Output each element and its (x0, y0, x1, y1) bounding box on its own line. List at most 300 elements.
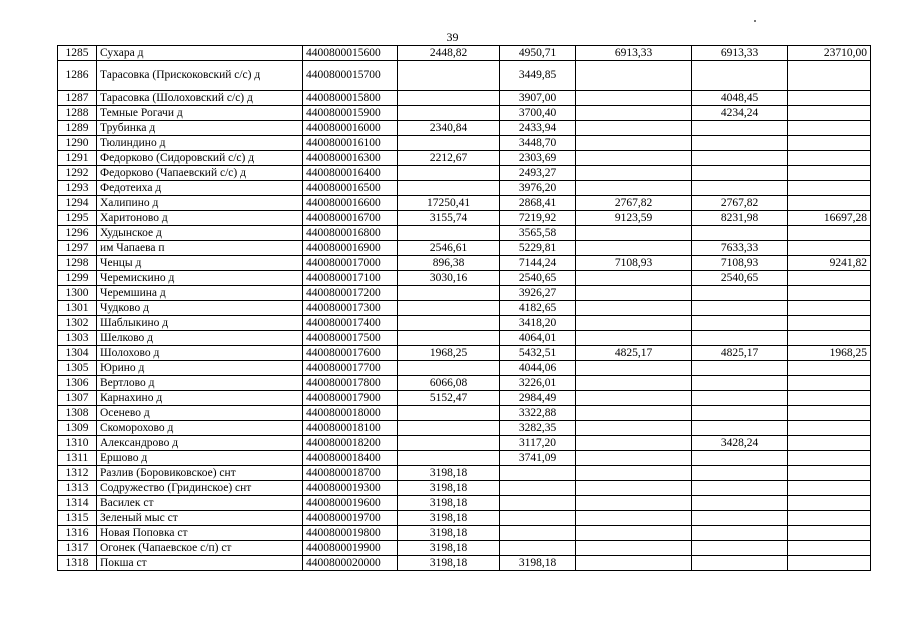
row-number-cell: 1293 (58, 181, 97, 196)
settlement-name-cell: Чудково д (97, 301, 303, 316)
value-4-cell (692, 421, 788, 436)
row-number-cell: 1297 (58, 241, 97, 256)
settlement-code-cell: 4400800018100 (303, 421, 398, 436)
settlement-code-cell: 4400800019700 (303, 511, 398, 526)
row-number-cell: 1287 (58, 91, 97, 106)
settlement-code-cell: 4400800018000 (303, 406, 398, 421)
row-number-cell: 1296 (58, 226, 97, 241)
table-row (58, 121, 871, 136)
value-4-cell (692, 61, 788, 91)
value-5-cell (788, 466, 871, 481)
value-2-cell (500, 541, 576, 556)
settlement-value-table (57, 45, 871, 571)
value-3-cell (576, 406, 692, 421)
value-4-cell (692, 541, 788, 556)
value-4-cell: 7108,93 (692, 256, 788, 271)
settlement-code-cell: 4400800019300 (303, 481, 398, 496)
value-1-cell (398, 286, 500, 301)
row-number-cell: 1285 (58, 46, 97, 61)
value-3-cell: 6913,33 (576, 46, 692, 61)
table-row (58, 511, 871, 526)
value-2-cell: 3907,00 (500, 91, 576, 106)
settlement-name-cell: Сухара д (97, 46, 303, 61)
row-number-cell: 1305 (58, 361, 97, 376)
value-2-cell: 2984,49 (500, 391, 576, 406)
value-4-cell (692, 406, 788, 421)
settlement-code-cell: 4400800017700 (303, 361, 398, 376)
settlement-code-cell: 4400800016800 (303, 226, 398, 241)
row-number-cell: 1294 (58, 196, 97, 211)
settlement-name-cell: Зеленый мыс ст (97, 511, 303, 526)
row-number-cell: 1295 (58, 211, 97, 226)
value-4-cell: 6913,33 (692, 46, 788, 61)
row-number-cell: 1286 (58, 61, 97, 91)
value-3-cell (576, 121, 692, 136)
row-number-cell: 1314 (58, 496, 97, 511)
value-4-cell: 8231,98 (692, 211, 788, 226)
value-4-cell: 4234,24 (692, 106, 788, 121)
settlement-name-cell: Ченцы д (97, 256, 303, 271)
settlement-code-cell: 4400800017800 (303, 376, 398, 391)
value-1-cell: 3198,18 (398, 541, 500, 556)
value-2-cell: 4044,06 (500, 361, 576, 376)
value-2-cell (500, 526, 576, 541)
row-number-cell: 1316 (58, 526, 97, 541)
value-4-cell (692, 361, 788, 376)
value-4-cell: 2540,65 (692, 271, 788, 286)
settlement-code-cell: 4400800018200 (303, 436, 398, 451)
table-row (58, 181, 871, 196)
settlement-name-cell: Халипино д (97, 196, 303, 211)
value-3-cell (576, 316, 692, 331)
value-5-cell: 1968,25 (788, 346, 871, 361)
settlement-code-cell: 4400800016700 (303, 211, 398, 226)
settlement-name-cell: Покша ст (97, 556, 303, 571)
table-row (58, 226, 871, 241)
value-2-cell: 3117,20 (500, 436, 576, 451)
value-4-cell (692, 466, 788, 481)
settlement-name-cell: Карнахино д (97, 391, 303, 406)
settlement-code-cell: 4400800015900 (303, 106, 398, 121)
value-1-cell (398, 61, 500, 91)
row-number-cell: 1309 (58, 421, 97, 436)
settlement-name-cell: Федотеиха д (97, 181, 303, 196)
value-5-cell (788, 241, 871, 256)
value-1-cell: 3198,18 (398, 466, 500, 481)
table-row (58, 406, 871, 421)
value-1-cell: 3030,16 (398, 271, 500, 286)
value-3-cell (576, 331, 692, 346)
settlement-name-cell: Федорково (Чапаевский с/с) д (97, 166, 303, 181)
settlement-code-cell: 4400800018400 (303, 451, 398, 466)
value-2-cell (500, 481, 576, 496)
value-5-cell (788, 376, 871, 391)
value-5-cell (788, 451, 871, 466)
row-number-cell: 1315 (58, 511, 97, 526)
value-3-cell (576, 541, 692, 556)
settlement-code-cell: 4400800016900 (303, 241, 398, 256)
settlement-code-cell: 4400800016600 (303, 196, 398, 211)
value-2-cell (500, 496, 576, 511)
table-row (58, 286, 871, 301)
row-number-cell: 1288 (58, 106, 97, 121)
table-row (58, 346, 871, 361)
value-1-cell: 1968,25 (398, 346, 500, 361)
value-1-cell: 3198,18 (398, 481, 500, 496)
table-row (58, 436, 871, 451)
table-row (58, 61, 871, 91)
settlement-code-cell: 4400800019800 (303, 526, 398, 541)
value-1-cell: 3198,18 (398, 526, 500, 541)
value-1-cell (398, 436, 500, 451)
scan-speck (754, 20, 756, 22)
value-2-cell: 5432,51 (500, 346, 576, 361)
value-3-cell (576, 241, 692, 256)
value-2-cell: 3322,88 (500, 406, 576, 421)
value-3-cell (576, 451, 692, 466)
settlement-code-cell: 4400800016300 (303, 151, 398, 166)
value-2-cell: 3741,09 (500, 451, 576, 466)
table-row (58, 151, 871, 166)
value-3-cell (576, 436, 692, 451)
value-3-cell (576, 466, 692, 481)
value-1-cell (398, 331, 500, 346)
settlement-name-cell: Новая Поповка ст (97, 526, 303, 541)
table-row (58, 316, 871, 331)
value-4-cell (692, 121, 788, 136)
value-3-cell (576, 496, 692, 511)
table-row (58, 466, 871, 481)
table-row (58, 196, 871, 211)
value-2-cell: 4064,01 (500, 331, 576, 346)
value-5-cell (788, 526, 871, 541)
value-1-cell (398, 361, 500, 376)
settlement-name-cell: Ершово д (97, 451, 303, 466)
value-5-cell (788, 151, 871, 166)
value-3-cell: 9123,59 (576, 211, 692, 226)
row-number-cell: 1308 (58, 406, 97, 421)
value-5-cell (788, 226, 871, 241)
row-number-cell: 1303 (58, 331, 97, 346)
value-1-cell (398, 91, 500, 106)
value-3-cell (576, 106, 692, 121)
value-5-cell (788, 481, 871, 496)
settlement-code-cell: 4400800020000 (303, 556, 398, 571)
row-number-cell: 1312 (58, 466, 97, 481)
row-number-cell: 1304 (58, 346, 97, 361)
value-1-cell: 2340,84 (398, 121, 500, 136)
row-number-cell: 1311 (58, 451, 97, 466)
value-3-cell (576, 136, 692, 151)
table-row (58, 496, 871, 511)
settlement-code-cell: 4400800016000 (303, 121, 398, 136)
settlement-code-cell: 4400800016100 (303, 136, 398, 151)
settlement-code-cell: 4400800019900 (303, 541, 398, 556)
settlement-name-cell: Шолохово д (97, 346, 303, 361)
value-5-cell (788, 391, 871, 406)
value-4-cell (692, 166, 788, 181)
value-5-cell (788, 196, 871, 211)
settlement-name-cell: им Чапаева п (97, 241, 303, 256)
value-3-cell (576, 166, 692, 181)
value-5-cell (788, 556, 871, 571)
value-4-cell (692, 316, 788, 331)
value-2-cell: 7219,92 (500, 211, 576, 226)
settlement-name-cell: Черемшина д (97, 286, 303, 301)
table-row (58, 271, 871, 286)
table-row (58, 376, 871, 391)
value-3-cell: 7108,93 (576, 256, 692, 271)
value-3-cell (576, 151, 692, 166)
value-1-cell: 2448,82 (398, 46, 500, 61)
settlement-name-cell: Тарасовка (Прискоковский с/с) д (97, 61, 303, 91)
settlement-code-cell: 4400800015600 (303, 46, 398, 61)
settlement-name-cell: Содружество (Гридинское) снт (97, 481, 303, 496)
value-4-cell (692, 526, 788, 541)
value-1-cell (398, 451, 500, 466)
table-row (58, 166, 871, 181)
value-1-cell: 896,38 (398, 256, 500, 271)
value-2-cell: 3198,18 (500, 556, 576, 571)
value-3-cell (576, 481, 692, 496)
value-2-cell: 2303,69 (500, 151, 576, 166)
value-5-cell (788, 181, 871, 196)
value-3-cell: 4825,17 (576, 346, 692, 361)
value-1-cell (398, 136, 500, 151)
value-4-cell (692, 286, 788, 301)
value-2-cell: 3926,27 (500, 286, 576, 301)
table-row (58, 361, 871, 376)
settlement-code-cell: 4400800018700 (303, 466, 398, 481)
table-row (58, 331, 871, 346)
value-5-cell (788, 511, 871, 526)
value-3-cell (576, 361, 692, 376)
settlement-code-cell: 4400800017600 (303, 346, 398, 361)
settlement-code-cell: 4400800017400 (303, 316, 398, 331)
row-number-cell: 1317 (58, 541, 97, 556)
value-5-cell: 23710,00 (788, 46, 871, 61)
table-row (58, 301, 871, 316)
settlement-name-cell: Скоморохово д (97, 421, 303, 436)
value-5-cell (788, 61, 871, 91)
table-body (58, 46, 871, 571)
value-5-cell: 9241,82 (788, 256, 871, 271)
value-4-cell (692, 556, 788, 571)
value-3-cell (576, 511, 692, 526)
table-row (58, 391, 871, 406)
value-5-cell (788, 136, 871, 151)
value-2-cell: 3700,40 (500, 106, 576, 121)
value-5-cell (788, 361, 871, 376)
value-4-cell (692, 496, 788, 511)
value-3-cell (576, 391, 692, 406)
settlement-name-cell: Александрово д (97, 436, 303, 451)
value-2-cell (500, 466, 576, 481)
settlement-name-cell: Огонек (Чапаевское с/п) ст (97, 541, 303, 556)
value-4-cell: 3428,24 (692, 436, 788, 451)
value-2-cell: 2868,41 (500, 196, 576, 211)
value-3-cell (576, 376, 692, 391)
value-3-cell (576, 61, 692, 91)
settlement-code-cell: 4400800015700 (303, 61, 398, 91)
row-number-cell: 1310 (58, 436, 97, 451)
row-number-cell: 1301 (58, 301, 97, 316)
table-row (58, 451, 871, 466)
value-5-cell: 16697,28 (788, 211, 871, 226)
value-3-cell: 2767,82 (576, 196, 692, 211)
value-4-cell (692, 391, 788, 406)
row-number-cell: 1291 (58, 151, 97, 166)
value-2-cell: 2493,27 (500, 166, 576, 181)
settlement-name-cell: Черемискино д (97, 271, 303, 286)
settlement-code-cell: 4400800015800 (303, 91, 398, 106)
settlement-code-cell: 4400800019600 (303, 496, 398, 511)
settlement-code-cell: 4400800016500 (303, 181, 398, 196)
value-4-cell (692, 376, 788, 391)
value-3-cell (576, 526, 692, 541)
value-5-cell (788, 316, 871, 331)
value-1-cell (398, 406, 500, 421)
value-2-cell: 3226,01 (500, 376, 576, 391)
table-row (58, 481, 871, 496)
row-number-cell: 1306 (58, 376, 97, 391)
row-number-cell: 1318 (58, 556, 97, 571)
table-row (58, 91, 871, 106)
table-row (58, 541, 871, 556)
table-row (58, 211, 871, 226)
value-5-cell (788, 91, 871, 106)
value-2-cell: 3449,85 (500, 61, 576, 91)
settlement-name-cell: Вертлово д (97, 376, 303, 391)
settlement-name-cell: Шелково д (97, 331, 303, 346)
table-row (58, 46, 871, 61)
value-1-cell: 17250,41 (398, 196, 500, 211)
row-number-cell: 1299 (58, 271, 97, 286)
value-1-cell (398, 226, 500, 241)
settlement-name-cell: Юрино д (97, 361, 303, 376)
table-row (58, 241, 871, 256)
page-number: 39 (446, 30, 459, 44)
value-1-cell: 3155,74 (398, 211, 500, 226)
value-3-cell (576, 556, 692, 571)
settlement-code-cell: 4400800017200 (303, 286, 398, 301)
value-3-cell (576, 421, 692, 436)
value-5-cell (788, 406, 871, 421)
value-2-cell: 7144,24 (500, 256, 576, 271)
row-number-cell: 1289 (58, 121, 97, 136)
row-number-cell: 1290 (58, 136, 97, 151)
value-4-cell (692, 181, 788, 196)
value-3-cell (576, 301, 692, 316)
value-1-cell (398, 301, 500, 316)
settlement-name-cell: Тюлиндино д (97, 136, 303, 151)
value-1-cell (398, 181, 500, 196)
row-number-cell: 1292 (58, 166, 97, 181)
value-2-cell: 3448,70 (500, 136, 576, 151)
value-5-cell (788, 286, 871, 301)
table-row (58, 136, 871, 151)
value-2-cell: 2540,65 (500, 271, 576, 286)
value-2-cell: 2433,94 (500, 121, 576, 136)
value-4-cell (692, 331, 788, 346)
value-4-cell: 4048,45 (692, 91, 788, 106)
value-2-cell: 3976,20 (500, 181, 576, 196)
value-4-cell: 4825,17 (692, 346, 788, 361)
settlement-code-cell: 4400800017500 (303, 331, 398, 346)
value-3-cell (576, 91, 692, 106)
value-2-cell: 3565,58 (500, 226, 576, 241)
value-5-cell (788, 421, 871, 436)
value-4-cell (692, 301, 788, 316)
value-3-cell (576, 181, 692, 196)
settlement-name-cell: Худынское д (97, 226, 303, 241)
settlement-name-cell: Трубинка д (97, 121, 303, 136)
value-1-cell: 2212,67 (398, 151, 500, 166)
value-2-cell: 4182,65 (500, 301, 576, 316)
value-5-cell (788, 106, 871, 121)
settlement-name-cell: Федорково (Сидоровский с/с) д (97, 151, 303, 166)
row-number-cell: 1307 (58, 391, 97, 406)
value-2-cell: 3282,35 (500, 421, 576, 436)
value-1-cell: 3198,18 (398, 511, 500, 526)
row-number-cell: 1300 (58, 286, 97, 301)
value-5-cell (788, 121, 871, 136)
value-5-cell (788, 166, 871, 181)
value-5-cell (788, 496, 871, 511)
value-2-cell (500, 511, 576, 526)
value-4-cell: 7633,33 (692, 241, 788, 256)
value-3-cell (576, 271, 692, 286)
value-4-cell (692, 511, 788, 526)
value-2-cell: 3418,20 (500, 316, 576, 331)
value-5-cell (788, 301, 871, 316)
value-1-cell (398, 106, 500, 121)
table-row (58, 421, 871, 436)
value-2-cell: 4950,71 (500, 46, 576, 61)
value-3-cell (576, 286, 692, 301)
settlement-name-cell: Харитоново д (97, 211, 303, 226)
settlement-code-cell: 4400800017000 (303, 256, 398, 271)
settlement-code-cell: 4400800017100 (303, 271, 398, 286)
value-1-cell (398, 421, 500, 436)
settlement-name-cell: Разлив (Боровиковское) снт (97, 466, 303, 481)
value-1-cell (398, 316, 500, 331)
settlement-code-cell: 4400800017300 (303, 301, 398, 316)
settlement-name-cell: Темные Рогачи д (97, 106, 303, 121)
value-1-cell (398, 166, 500, 181)
table-row (58, 106, 871, 121)
value-5-cell (788, 541, 871, 556)
settlement-name-cell: Тарасовка (Шолоховский с/с) д (97, 91, 303, 106)
value-4-cell (692, 151, 788, 166)
value-1-cell: 5152,47 (398, 391, 500, 406)
row-number-cell: 1302 (58, 316, 97, 331)
value-5-cell (788, 271, 871, 286)
value-4-cell: 2767,82 (692, 196, 788, 211)
value-4-cell (692, 481, 788, 496)
value-5-cell (788, 436, 871, 451)
value-1-cell: 3198,18 (398, 556, 500, 571)
value-4-cell (692, 226, 788, 241)
value-4-cell (692, 451, 788, 466)
value-2-cell: 5229,81 (500, 241, 576, 256)
settlement-name-cell: Шаблыкино д (97, 316, 303, 331)
value-3-cell (576, 226, 692, 241)
settlement-code-cell: 4400800016400 (303, 166, 398, 181)
value-1-cell: 2546,61 (398, 241, 500, 256)
table-row (58, 256, 871, 271)
settlement-name-cell: Осенево д (97, 406, 303, 421)
